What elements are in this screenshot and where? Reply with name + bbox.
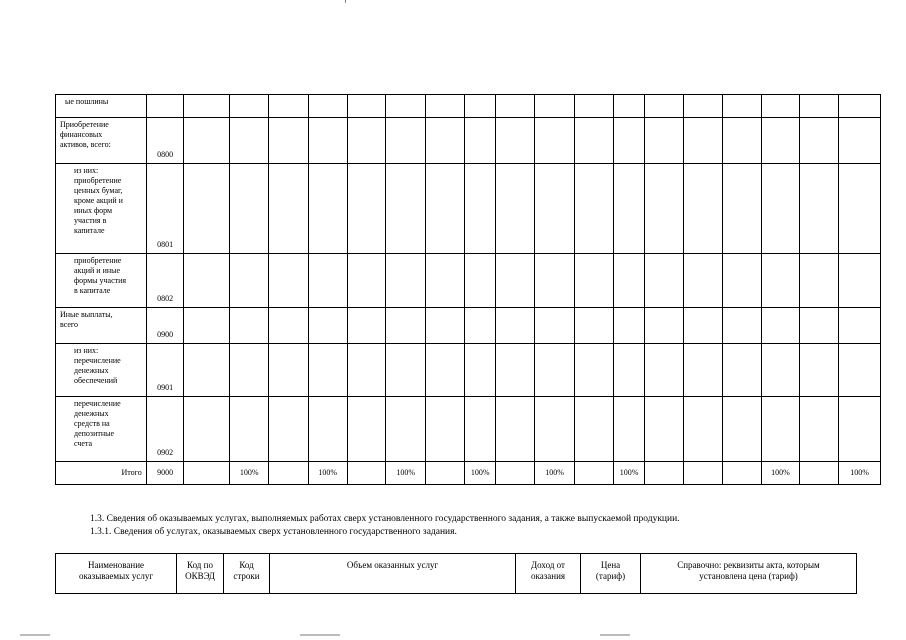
table-cell xyxy=(426,397,465,462)
table-cell xyxy=(386,254,426,308)
total-cell xyxy=(269,462,309,485)
table-cell xyxy=(496,344,535,397)
table-cell xyxy=(613,95,645,118)
scan-edge xyxy=(20,634,50,636)
table-cell xyxy=(575,344,614,397)
table-cell xyxy=(800,95,839,118)
table-cell xyxy=(800,164,839,254)
table-cell xyxy=(230,397,269,462)
row-label xyxy=(56,164,147,254)
table-cell xyxy=(347,118,386,164)
table-cell xyxy=(613,254,645,308)
table-cell xyxy=(230,344,269,397)
table-cell xyxy=(575,95,614,118)
table-cell xyxy=(684,344,723,397)
total-label: Итого xyxy=(56,462,147,485)
table-row xyxy=(56,118,881,164)
table-cell xyxy=(184,344,230,397)
total-cell xyxy=(800,462,839,485)
column-header: Объем оказанных услуг xyxy=(270,554,516,594)
row-label-text: Приобретение финансовых активов, всего: xyxy=(60,120,111,149)
table-cell xyxy=(535,95,575,118)
table-cell xyxy=(347,95,386,118)
section-heading-1-3-1: 1.3.1. Сведения об услугах, оказываемых сверх установленного государственного задания. xyxy=(90,527,457,537)
table-cell xyxy=(535,344,575,397)
table-cell xyxy=(575,397,614,462)
table-cell xyxy=(496,118,535,164)
table-cell xyxy=(347,344,386,397)
total-cell xyxy=(426,462,465,485)
total-cell: 100% xyxy=(386,462,426,485)
table-cell xyxy=(386,95,426,118)
table-row xyxy=(56,397,881,462)
table-cell xyxy=(269,344,309,397)
total-code: 9000 xyxy=(146,462,184,485)
table-cell xyxy=(386,397,426,462)
table-cell xyxy=(464,254,496,308)
table-cell xyxy=(184,308,230,344)
total-cell: 100% xyxy=(230,462,269,485)
table-cell xyxy=(722,118,761,164)
table-row xyxy=(56,95,881,118)
total-cell xyxy=(722,462,761,485)
table-cell xyxy=(308,95,347,118)
table-row xyxy=(56,308,881,344)
table-cell xyxy=(800,344,839,397)
table-cell xyxy=(535,254,575,308)
table-cell xyxy=(761,308,800,344)
table-cell xyxy=(426,308,465,344)
table-cell xyxy=(761,397,800,462)
table-cell xyxy=(464,308,496,344)
table-cell xyxy=(613,164,645,254)
table-row xyxy=(56,344,881,397)
table-cell xyxy=(347,164,386,254)
table-cell xyxy=(464,95,496,118)
table-cell xyxy=(464,118,496,164)
total-cell xyxy=(184,462,230,485)
row-code: 0902 xyxy=(146,397,184,462)
total-cell xyxy=(496,462,535,485)
services-table xyxy=(55,553,857,594)
table-cell xyxy=(839,254,881,308)
table-cell xyxy=(722,308,761,344)
table-cell xyxy=(722,95,761,118)
table-cell xyxy=(269,254,309,308)
total-cell xyxy=(575,462,614,485)
table-cell xyxy=(645,95,684,118)
table-cell xyxy=(386,164,426,254)
table-cell xyxy=(464,397,496,462)
table-cell xyxy=(684,397,723,462)
table-cell xyxy=(386,344,426,397)
row-label xyxy=(56,95,147,118)
scan-edge xyxy=(300,634,340,636)
table-cell xyxy=(761,164,800,254)
total-cell: 100% xyxy=(761,462,800,485)
table-cell xyxy=(386,118,426,164)
table-cell xyxy=(761,118,800,164)
table-cell xyxy=(184,118,230,164)
column-header: Код строки xyxy=(224,554,270,594)
table-cell xyxy=(613,397,645,462)
table-cell xyxy=(496,95,535,118)
row-label-text: из них: приобретение ценных бумаг, кроме акций и иных форм участия в капитале xyxy=(74,166,123,235)
table-cell xyxy=(722,344,761,397)
column-header: Доход от оказания xyxy=(516,554,581,594)
financial-table xyxy=(55,94,881,485)
row-label xyxy=(56,308,147,344)
table-cell xyxy=(184,254,230,308)
table-cell xyxy=(535,397,575,462)
column-header: Код по ОКВЭД xyxy=(177,554,224,594)
total-cell: 100% xyxy=(535,462,575,485)
table-cell xyxy=(269,397,309,462)
total-cell: 100% xyxy=(308,462,347,485)
table-cell xyxy=(761,254,800,308)
table-cell xyxy=(800,397,839,462)
table-cell xyxy=(839,95,881,118)
table-cell xyxy=(308,308,347,344)
table-cell xyxy=(269,308,309,344)
table-cell xyxy=(535,308,575,344)
table-cell xyxy=(800,254,839,308)
table-cell xyxy=(230,95,269,118)
table-row xyxy=(56,254,881,308)
row-label xyxy=(56,118,147,164)
table-cell xyxy=(575,254,614,308)
table-cell xyxy=(464,344,496,397)
table-cell xyxy=(800,118,839,164)
table-cell xyxy=(839,344,881,397)
table-cell xyxy=(535,164,575,254)
table-cell xyxy=(269,118,309,164)
table-cell xyxy=(575,164,614,254)
table-cell xyxy=(347,308,386,344)
table-cell xyxy=(386,308,426,344)
column-header: Цена (тариф) xyxy=(581,554,641,594)
table-cell xyxy=(800,308,839,344)
table-cell xyxy=(761,95,800,118)
total-row xyxy=(56,462,881,485)
row-label xyxy=(56,397,147,462)
total-cell: 100% xyxy=(613,462,645,485)
table-cell xyxy=(839,164,881,254)
table-cell xyxy=(308,164,347,254)
table-cell xyxy=(426,344,465,397)
table-cell xyxy=(230,308,269,344)
table-cell xyxy=(613,344,645,397)
total-cell xyxy=(684,462,723,485)
table-cell xyxy=(645,308,684,344)
table-cell xyxy=(535,118,575,164)
row-label xyxy=(56,344,147,397)
table-cell xyxy=(347,254,386,308)
table-cell xyxy=(839,118,881,164)
row-label-text: ые пошлины xyxy=(65,97,109,106)
table-cell xyxy=(684,118,723,164)
table-cell xyxy=(496,397,535,462)
table-cell xyxy=(308,344,347,397)
table-cell xyxy=(464,164,496,254)
table-cell xyxy=(645,397,684,462)
table-cell xyxy=(645,118,684,164)
table-cell xyxy=(184,164,230,254)
row-code: 0800 xyxy=(146,118,184,164)
table-cell xyxy=(426,254,465,308)
table-cell xyxy=(308,118,347,164)
table-cell xyxy=(761,344,800,397)
table-cell xyxy=(184,95,230,118)
table-cell xyxy=(269,164,309,254)
section-heading-1-3: 1.3. Сведения об оказываемых услугах, выполняемых работах сверх установленного государственного задания, а также выпускаемой продукции. xyxy=(90,514,680,524)
table-cell xyxy=(684,254,723,308)
table-cell xyxy=(308,397,347,462)
table-cell xyxy=(269,95,309,118)
row-label-text: Иные выплаты, всего xyxy=(60,310,113,329)
row-code xyxy=(146,95,184,118)
table-cell xyxy=(645,254,684,308)
table-cell xyxy=(426,118,465,164)
table-cell xyxy=(722,164,761,254)
table-cell xyxy=(722,254,761,308)
table-cell xyxy=(347,397,386,462)
table-cell xyxy=(645,344,684,397)
row-label xyxy=(56,254,147,308)
table-cell xyxy=(230,254,269,308)
table-cell xyxy=(230,118,269,164)
table-cell xyxy=(230,164,269,254)
row-label-text: приобретение акций и иные формы участия в капитале xyxy=(74,256,127,295)
table-cell xyxy=(496,254,535,308)
table-cell xyxy=(184,397,230,462)
column-header: Справочно: реквизиты акта, которым установлена цена (тариф) xyxy=(641,554,857,594)
table-cell xyxy=(684,164,723,254)
scan-mark xyxy=(345,0,346,3)
scan-edge xyxy=(600,634,630,636)
table-cell xyxy=(684,95,723,118)
table-cell xyxy=(308,254,347,308)
total-cell xyxy=(645,462,684,485)
row-code: 0802 xyxy=(146,254,184,308)
total-cell xyxy=(347,462,386,485)
table-cell xyxy=(613,118,645,164)
row-label-text: из них: перечисление денежных обеспечений xyxy=(74,346,121,385)
table-cell xyxy=(426,164,465,254)
column-header: Наименование оказываемых услуг xyxy=(56,554,177,594)
table-cell xyxy=(575,308,614,344)
total-cell: 100% xyxy=(839,462,881,485)
total-cell: 100% xyxy=(464,462,496,485)
table-cell xyxy=(575,118,614,164)
table-cell xyxy=(496,164,535,254)
row-label-text: перечисление денежных средств на депозитные счета xyxy=(74,399,121,448)
table-cell xyxy=(839,397,881,462)
table-cell xyxy=(496,308,535,344)
table-cell xyxy=(645,164,684,254)
row-code: 0900 xyxy=(146,308,184,344)
services-header-row xyxy=(56,554,857,594)
table-row xyxy=(56,164,881,254)
row-code: 0801 xyxy=(146,164,184,254)
table-cell xyxy=(684,308,723,344)
row-code: 0901 xyxy=(146,344,184,397)
table-cell xyxy=(426,95,465,118)
table-cell xyxy=(839,308,881,344)
table-cell xyxy=(613,308,645,344)
table-cell xyxy=(722,397,761,462)
